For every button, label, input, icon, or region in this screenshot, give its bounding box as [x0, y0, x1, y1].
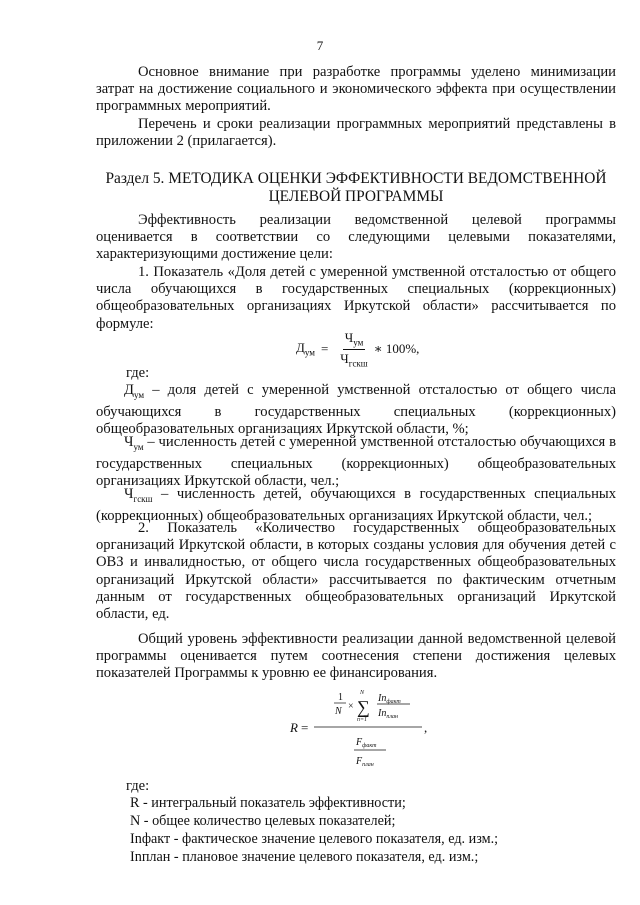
intro-paragraph-1: Основное внимание при разработке программы уделено минимизации затрат на достижение социального и экономического эффекта при осуществлении программных мероприятий. [96, 64, 616, 115]
formula-share [296, 329, 419, 369]
section-heading: Раздел 5. МЕТОДИКА ОЦЕНКИ ЭФФЕКТИВНОСТИ ВЕДОМСТВЕННОЙ ЦЕЛЕВОЙ ПРОГРАММЫ [105, 170, 607, 205]
where-label-2: где: [126, 778, 150, 794]
formula-share-lhs: $Д_{ум}$ [296, 340, 315, 358]
formula-integral [288, 688, 438, 778]
formula-f-plan: $F_{план}$ [356, 756, 374, 768]
indicator-2-paragraph: 2. Показатель «Количество государственных общеобразовательных организаций Иркутской области, в которых созданы условия для обучения детей с ОВЗ и инвалидностью, от общего числа государственных общеобразовательных организаций Иркутской области» рассчитывается по фактическим отчетным данным от государственных общеобразовательных организаций Иркутской области, ед. [96, 520, 616, 623]
formula-in-plan: $In_{план}$ [378, 708, 399, 720]
where-label-1: где: [126, 365, 150, 381]
formula-n: N [335, 706, 342, 717]
legend-line-r: R - интегральный показатель эффективности; [130, 795, 406, 811]
formula-one: 1 [338, 692, 343, 703]
formula-in-fakt: $In_{факт}$ [378, 693, 401, 705]
formula-eq: = [301, 720, 309, 735]
formula-sigma: ∑ [357, 697, 370, 717]
formula-share-fraction: $\frac{Ч_{ум}}{Ч_{гскш}}$ [340, 329, 368, 369]
indicator-1-paragraph: 1. Показатель «Доля детей с умеренной умственной отсталостью от общего числа обучающихся в государственных специальных (коррекционных) общеобразовательных организациях Иркутской области» рассчитывается по формуле: [96, 264, 616, 332]
formula-r: R [290, 720, 298, 735]
formula-sigma-top: N [360, 690, 365, 696]
legend-line-infakt: Inфакт - фактическое значение целевого показателя, ед. изм.; [130, 831, 499, 847]
efficiency-paragraph: Эффективность реализации ведомственной целевой программы оценивается в соответствии со следующими целевыми показателями, характеризующими достижение цели: [96, 212, 616, 263]
legend-line-inplan: Inплан - плановое значение целевого показателя, ед. изм.; [130, 849, 479, 865]
definition-chgskh: $Ч_{гскш}$ – численность детей, обучающихся в государственных специальных (коррекционных) общеобразовательных организациях Иркутской области, чел.; [96, 486, 616, 525]
formula-share-eq: = [320, 341, 329, 356]
definition-dum: $Д_{ум}$ – доля детей с умеренной умственной отсталостью от общего числа обучающихся в государственных специальных (коррекционных) общеобразовательных организациях Иркутской области, %; [96, 382, 616, 438]
formula-f-fakt: $F_{факт}$ [356, 737, 377, 749]
formula-sigma-bottom: n=1 [357, 717, 368, 723]
definition-chum: $Ч_{ум}$ – численность детей с умеренной умственной отсталостью обучающихся в государственных специальных (коррекционных) общеобразовательных организациях Иркутской области, чел.; [96, 434, 616, 490]
intro-paragraph-2: Перечень и сроки реализации программных мероприятий представлены в приложении 2 (прилагается). [96, 116, 616, 150]
legend-line-n: N - общее количество целевых показателей; [130, 813, 396, 829]
general-efficiency-paragraph: Общий уровень эффективности реализации данной ведомственной целевой программы оценивается путем соотнесения степени достижения целевых показателей Программы к уровню ее финансирования. [96, 631, 616, 682]
page-number: 7 [316, 38, 324, 53]
formula-times: × [348, 701, 354, 712]
formula-share-tail: ∗ 100%, [373, 341, 420, 356]
formula-comma: , [424, 720, 428, 735]
